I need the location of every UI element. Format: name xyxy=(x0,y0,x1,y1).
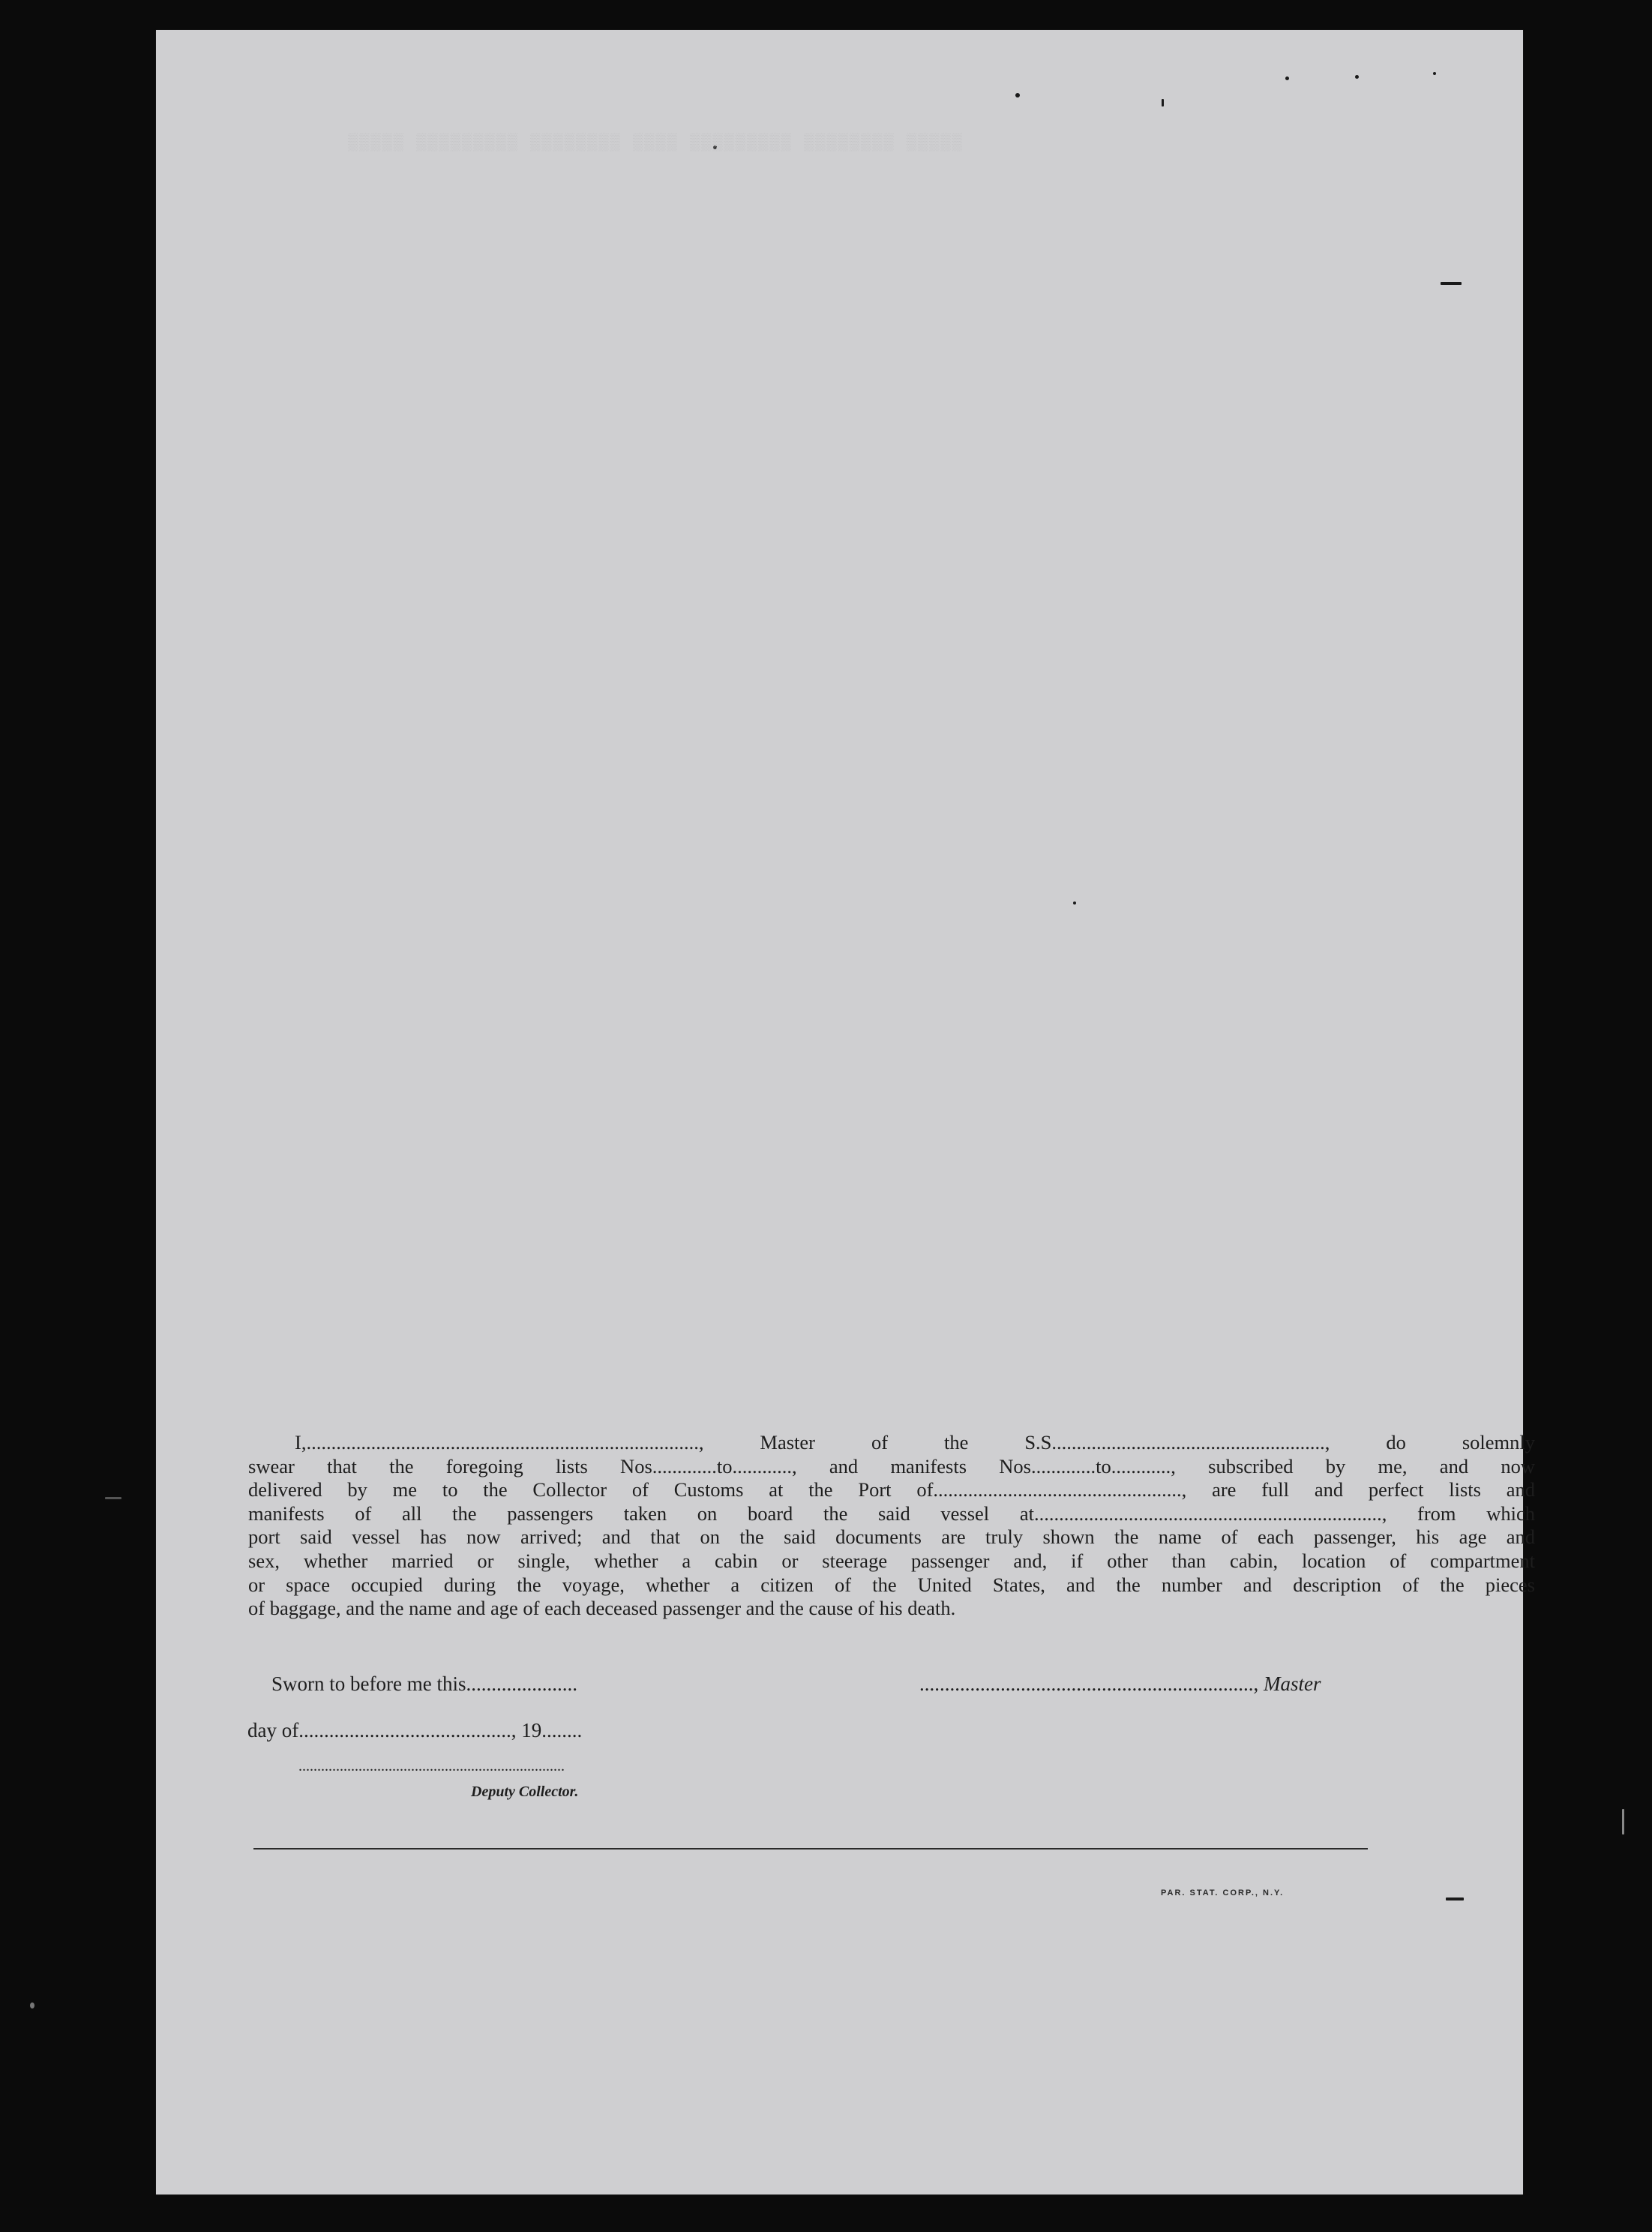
oath-line: of baggage, and the name and age of each deceased passenger and the cause of his death. xyxy=(248,1597,956,1620)
ink-speck xyxy=(1433,72,1436,75)
sworn-line: Sworn to before me this...................... xyxy=(271,1672,577,1695)
deputy-collector-label: Deputy Collector. xyxy=(471,1784,579,1800)
master-signature-line xyxy=(919,1672,1321,1696)
master-oath-paragraph xyxy=(248,1431,1535,1621)
bottom-rule xyxy=(253,1848,1368,1850)
oath-line: manifests of all the passengers taken on board the said vessel at......................................................................, from which xyxy=(248,1502,1535,1525)
deputy-signature-dots: ....................................................................... xyxy=(298,1758,565,1774)
oath-line: sex, whether married or single, whether a cabin or steerage passenger and, if other than cabin, location of compartment xyxy=(248,1549,1535,1572)
master-label: Master xyxy=(1264,1672,1321,1695)
oath-line: swear that the foregoing lists Nos.............to............, and manifests Nos.............to............, subscribed by me, and now xyxy=(248,1454,1535,1478)
oath-line: port said vessel has now arrived; and that on the said documents are truly shown the name of each passenger, his age and xyxy=(248,1526,1535,1549)
ink-speck xyxy=(1162,99,1164,106)
printer-mark: PAR. STAT. CORP., N.Y. xyxy=(1161,1888,1285,1898)
oath-line: delivered by me to the Collector of Customs at the Port of.................................................., are full and perfect lists and xyxy=(248,1478,1535,1502)
ink-speck xyxy=(1441,282,1462,285)
ink-speck xyxy=(1446,1898,1464,1900)
oath-line: I,..............................................................................., Master of the S.S......................................................., do solemnly xyxy=(295,1431,1535,1454)
ink-speck xyxy=(1285,76,1289,80)
master-signature-dots: .................................................................., xyxy=(919,1672,1259,1695)
scanner-speck xyxy=(30,2002,34,2008)
oath-line: or space occupied during the voyage, whether a citizen of the United States, and the number and description of the pieces xyxy=(248,1573,1535,1596)
scanner-speck xyxy=(1622,1809,1624,1834)
ink-speck xyxy=(1015,93,1020,98)
scanner-speck xyxy=(105,1497,121,1499)
manifest-page xyxy=(156,30,1535,2194)
day-of-line: day of.........................................., 19........ xyxy=(247,1719,583,1742)
ink-speck xyxy=(1355,75,1359,79)
ink-speck xyxy=(1073,902,1076,904)
bleed-through-text: ▒▒▒▒▒ ▒▒▒▒▒▒▒▒▒ ▒▒▒▒▒▒▒▒ ▒▒▒▒ ▒▒▒▒▒▒▒▒▒ ▒▒▒▒▒▒▒▒ ▒▒▒▒▒ xyxy=(348,134,964,152)
